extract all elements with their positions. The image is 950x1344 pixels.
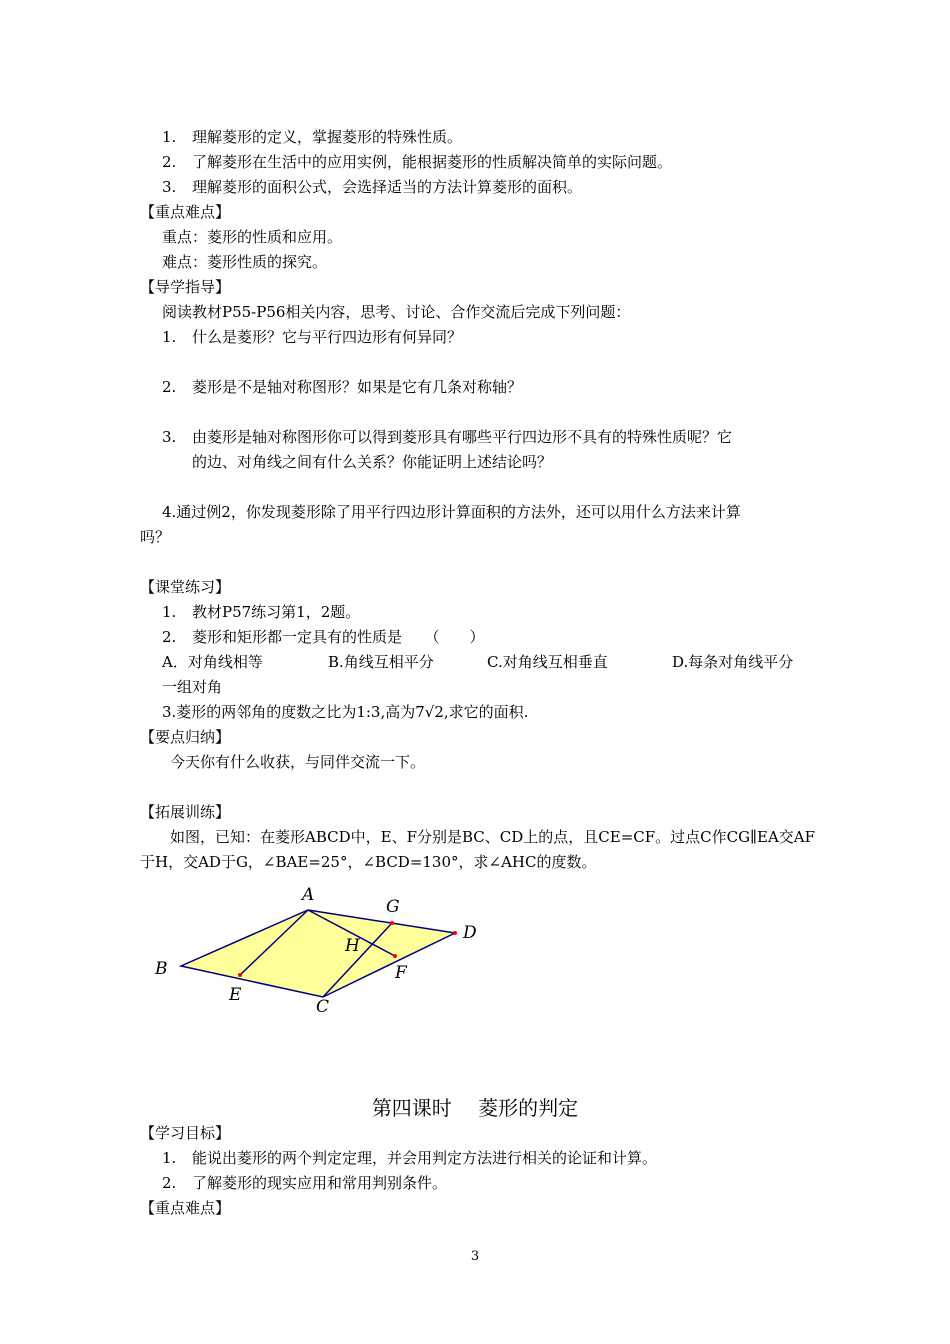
list-text: 什么是菱形？它与平行四边形有何异同？ xyxy=(192,328,463,346)
guide-question-3-cont: 的边、对角线之间有什么关系？你能证明上述结论吗？ xyxy=(192,453,553,471)
list-number: 2. xyxy=(162,628,177,646)
label-g: G xyxy=(386,897,400,917)
list-text: 了解菱形的现实应用和常用判别条件。 xyxy=(192,1174,448,1192)
list-number: 2. xyxy=(162,1174,177,1192)
option-c: C.对角线互相垂直 xyxy=(487,653,608,671)
lesson-4-key-heading: 【重点难点】 xyxy=(140,1199,231,1217)
list-text: 教材P57练习第1，2题。 xyxy=(192,603,361,621)
list-number: 1. xyxy=(162,1149,177,1167)
option-d: D.每条对角线平分 xyxy=(672,653,794,671)
list-number: 2. xyxy=(162,378,177,396)
extension-text-1: 如图，已知：在菱形ABCD中，E、F分别是BC、CD上的点，且CE=CF。过点C作CG∥EA交AF xyxy=(170,828,816,846)
option-b: B.角线互相平分 xyxy=(328,653,434,671)
list-text: 了解菱形在生活中的应用实例，能根据菱形的性质解决简单的实际问题。 xyxy=(192,153,673,171)
difficulty-point: 难点：菱形性质的探究。 xyxy=(162,253,328,271)
label-f: F xyxy=(395,963,407,983)
point-e xyxy=(238,973,242,977)
point-g xyxy=(390,921,394,925)
list-text: 菱形和矩形都一定具有的性质是 （ ） xyxy=(192,628,485,646)
practice-3: 3.菱形的两邻角的度数之比为1:3,高为7√2,求它的面积. xyxy=(162,703,529,721)
list-text: 理解菱形的定义，掌握菱形的特殊性质。 xyxy=(192,128,463,146)
label-b: B xyxy=(155,959,168,979)
lesson-4-objective-1 xyxy=(162,1148,657,1168)
page-number: 3 xyxy=(470,1249,480,1264)
lesson-4-objective-2 xyxy=(162,1173,447,1193)
lesson-4-title: 第四课时 菱形的判定 xyxy=(371,1096,579,1120)
list-text: 由菱形是轴对称图形你可以得到菱形具有哪些平行四边形不具有的特殊性质呢？它 xyxy=(192,428,733,446)
list-number: 1. xyxy=(162,328,177,346)
point-f xyxy=(393,954,397,958)
option-a: A．对角线相等 xyxy=(162,653,263,671)
extension-text-2: 于H，交AD于G，∠BAE=25°，∠BCD=130°，求∠AHC的度数。 xyxy=(140,853,597,871)
list-number: 2. xyxy=(162,153,177,171)
list-number: 1. xyxy=(162,128,177,146)
label-d: D xyxy=(463,923,477,943)
summary-text: 今天你有什么收获，与同伴交流一下。 xyxy=(170,753,426,771)
label-e: E xyxy=(229,985,242,1005)
rhombus-shape xyxy=(181,910,455,997)
guide-question-4-cont: 吗？ xyxy=(140,528,171,546)
key-points-heading: 【重点难点】 xyxy=(140,203,231,221)
list-text: 理解菱形的面积公式，会选择适当的方法计算菱形的面积。 xyxy=(192,178,583,196)
lesson-4-objectives-heading: 【学习目标】 xyxy=(140,1124,231,1142)
list-number: 3. xyxy=(162,428,177,446)
label-h: H xyxy=(345,936,360,956)
guide-heading: 【导学指导】 xyxy=(140,278,231,296)
option-d-cont: 一组对角 xyxy=(162,678,223,696)
list-number: 1. xyxy=(162,603,177,621)
list-text: 菱形是不是轴对称图形？如果是它有几条对称轴？ xyxy=(192,378,523,396)
list-text: 能说出菱形的两个判定定理，并会用判定方法进行相关的论证和计算。 xyxy=(192,1149,658,1167)
practice-heading: 【课堂练习】 xyxy=(140,578,231,596)
label-c: C xyxy=(316,997,330,1017)
guide-intro: 阅读教材P55-P56相关内容，思考、讨论、合作交流后完成下列问题： xyxy=(162,303,631,321)
key-point: 重点：菱形的性质和应用。 xyxy=(162,228,343,246)
list-number: 3. xyxy=(162,178,177,196)
guide-question-4: 4.通过例2，你发现菱形除了用平行四边形计算面积的方法外，还可以用什么方法来计算 xyxy=(162,503,741,521)
extension-heading: 【拓展训练】 xyxy=(140,803,231,821)
point-d xyxy=(453,931,457,935)
summary-heading: 【要点归纳】 xyxy=(140,728,231,746)
label-a: A xyxy=(302,885,315,905)
